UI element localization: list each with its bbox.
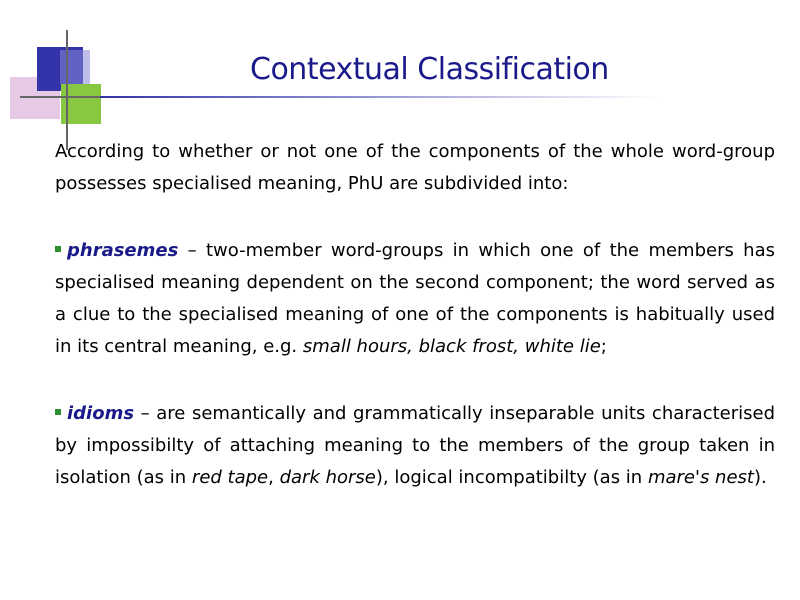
- lilac-square-shape: [60, 50, 90, 84]
- idioms-separator: ,: [268, 467, 280, 488]
- slide-title: Contextual Classification: [250, 52, 609, 87]
- idioms-example-2: dark horse: [279, 467, 376, 488]
- idioms-example-1: red tape: [191, 467, 269, 488]
- square-bullet-icon: [55, 246, 61, 252]
- title-underline: [100, 96, 660, 98]
- slide-body: [55, 136, 775, 529]
- horizontal-crosshair-line: [20, 96, 110, 98]
- idioms-definition: – are semantically and grammatically inseparable units characterised by impossibilty of attaching meaning to the members of the group taken in isolation (as in: [55, 403, 775, 488]
- bullet-idioms: [55, 398, 775, 494]
- vertical-crosshair-line: [66, 30, 68, 150]
- idioms-definition-cont: ), logical incompatibilty (as in: [375, 467, 648, 488]
- bullet-phrasemes: [55, 235, 775, 363]
- phrasemes-examples: small hours, black frost, white lie: [302, 336, 601, 357]
- idioms-example-3: mare's nest: [647, 467, 754, 488]
- phrasemes-definition: – two-member word-groups in which one of the members has specialised meaning dependent on the second component; the word served as a clue to the specialised meaning of one of the components is habitually used in its central meaning, e.g.: [55, 240, 775, 357]
- intro-paragraph: According to whether or not one of the components of the whole word-group possesses specialised meaning, PhU are subdivided into:: [55, 141, 775, 194]
- term-idioms: idioms: [67, 403, 135, 424]
- phrasemes-end: ;: [600, 336, 607, 357]
- idioms-end: ).: [753, 467, 767, 488]
- term-phrasemes: phrasemes: [67, 240, 179, 261]
- square-bullet-icon: [55, 409, 61, 415]
